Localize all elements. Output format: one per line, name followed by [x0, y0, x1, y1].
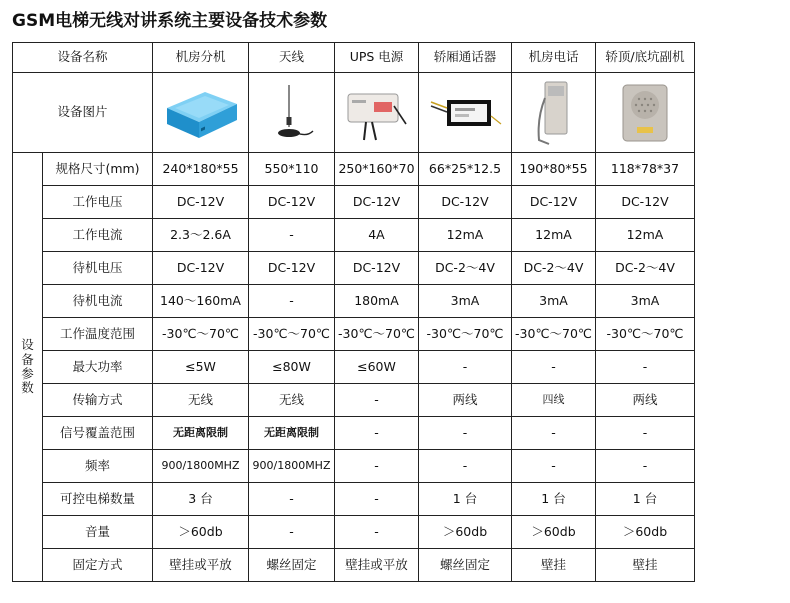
group-label-char: 参 — [21, 366, 34, 381]
cell: - — [335, 384, 419, 417]
cell: - — [335, 450, 419, 483]
table-row — [13, 318, 695, 351]
cell: 3mA — [419, 285, 512, 318]
cell: - — [512, 417, 596, 450]
table-row — [13, 483, 695, 516]
cell: 螺丝固定 — [419, 549, 512, 582]
cell: - — [512, 450, 596, 483]
group-label-char: 数 — [21, 380, 34, 396]
cell: DC-2～4V — [512, 252, 596, 285]
wall-phone-icon — [529, 78, 579, 148]
row-label: 工作温度范围 — [43, 318, 153, 351]
cell: - — [249, 219, 335, 252]
row-label: 音量 — [43, 516, 153, 549]
cell: -30℃～70℃ — [249, 318, 335, 351]
cell: - — [249, 285, 335, 318]
cell: ≤60W — [335, 351, 419, 384]
cell: DC-2～4V — [419, 252, 512, 285]
cell: 1 台 — [419, 483, 512, 516]
cell: DC-12V — [335, 186, 419, 219]
table-row — [13, 417, 695, 450]
cell: -30℃～70℃ — [153, 318, 249, 351]
cell: 550*110 — [249, 153, 335, 186]
cell: DC-12V — [335, 252, 419, 285]
image-row-label: 设备图片 — [13, 73, 153, 153]
cell: 140～160mA — [153, 285, 249, 318]
table-row — [13, 186, 695, 219]
cell: 4A — [335, 219, 419, 252]
row-label: 固定方式 — [43, 549, 153, 582]
cell: - — [335, 516, 419, 549]
cell: 3mA — [512, 285, 596, 318]
table-row — [13, 285, 695, 318]
cell: 螺丝固定 — [249, 549, 335, 582]
cell: -30℃～70℃ — [419, 318, 512, 351]
table-row — [13, 252, 695, 285]
cell: DC-2～4V — [596, 252, 695, 285]
table-row — [13, 450, 695, 483]
cell: 12mA — [419, 219, 512, 252]
cell: DC-12V — [153, 252, 249, 285]
cell: - — [335, 417, 419, 450]
blue-box-unit-icon — [161, 82, 241, 144]
device-name: 机房分机 — [153, 43, 249, 73]
device-image — [249, 73, 335, 153]
row-label: 最大功率 — [43, 351, 153, 384]
cell: - — [596, 450, 695, 483]
table-row — [13, 219, 695, 252]
cell: DC-12V — [153, 186, 249, 219]
cell: - — [596, 351, 695, 384]
cell: DC-12V — [249, 252, 335, 285]
row-label: 待机电压 — [43, 252, 153, 285]
cell: 3mA — [596, 285, 695, 318]
cell: -30℃～70℃ — [512, 318, 596, 351]
device-name: UPS 电源 — [335, 43, 419, 73]
cell: 900/1800MHZ — [153, 450, 249, 483]
cell: ＞60db — [153, 516, 249, 549]
cell: DC-12V — [512, 186, 596, 219]
cell: - — [419, 351, 512, 384]
cell: 2.3～2.6A — [153, 219, 249, 252]
device-image — [512, 73, 596, 153]
image-row — [13, 73, 695, 153]
car-intercom-icon — [425, 82, 505, 144]
table-row — [13, 351, 695, 384]
cell: 3 台 — [153, 483, 249, 516]
cell: ＞60db — [419, 516, 512, 549]
cell: DC-12V — [249, 186, 335, 219]
cell: 12mA — [512, 219, 596, 252]
cell: 180mA — [335, 285, 419, 318]
cell: 118*78*37 — [596, 153, 695, 186]
cell: - — [249, 483, 335, 516]
cell: - — [512, 351, 596, 384]
device-image — [419, 73, 512, 153]
cell: ＞60db — [596, 516, 695, 549]
cell: 900/1800MHZ — [249, 450, 335, 483]
cell: - — [419, 417, 512, 450]
group-label — [13, 153, 43, 582]
device-name: 轿厢通话器 — [419, 43, 512, 73]
row-label: 传输方式 — [43, 384, 153, 417]
cell: 壁挂 — [512, 549, 596, 582]
cell: -30℃～70℃ — [335, 318, 419, 351]
cell: 240*180*55 — [153, 153, 249, 186]
page-title: GSM电梯无线对讲系统主要设备技术参数 — [12, 11, 328, 31]
antenna-icon — [267, 81, 317, 145]
cell: 壁挂或平放 — [153, 549, 249, 582]
cell: 1 台 — [512, 483, 596, 516]
cell: 66*25*12.5 — [419, 153, 512, 186]
cell: 两线 — [596, 384, 695, 417]
cell: DC-12V — [596, 186, 695, 219]
row-label: 频率 — [43, 450, 153, 483]
cell: - — [419, 450, 512, 483]
row-label: 可控电梯数量 — [43, 483, 153, 516]
device-name: 机房电话 — [512, 43, 596, 73]
group-label-char: 设 — [21, 337, 34, 353]
cell: 12mA — [596, 219, 695, 252]
cell: 两线 — [419, 384, 512, 417]
cell: DC-12V — [419, 186, 512, 219]
cell: ≤5W — [153, 351, 249, 384]
cell: 四线 — [512, 384, 596, 417]
spec-table — [12, 42, 695, 582]
cell: -30℃～70℃ — [596, 318, 695, 351]
row-label: 工作电压 — [43, 186, 153, 219]
device-image — [153, 73, 249, 153]
cell: ＞60db — [512, 516, 596, 549]
cell: - — [596, 417, 695, 450]
cell: 1 台 — [596, 483, 695, 516]
device-name: 轿顶/底坑副机 — [596, 43, 695, 73]
row-label: 待机电流 — [43, 285, 153, 318]
cell: 无距离限制 — [249, 417, 335, 450]
cell: 无线 — [153, 384, 249, 417]
table-row — [13, 153, 695, 186]
cell: - — [335, 483, 419, 516]
table-row — [13, 516, 695, 549]
cell: 壁挂 — [596, 549, 695, 582]
device-name: 天线 — [249, 43, 335, 73]
row-label: 信号覆盖范围 — [43, 417, 153, 450]
cell: 无距离限制 — [153, 417, 249, 450]
table-row — [13, 549, 695, 582]
cell: 壁挂或平放 — [335, 549, 419, 582]
cell: ≤80W — [249, 351, 335, 384]
cell: 190*80*55 — [512, 153, 596, 186]
row-label: 规格尺寸(mm) — [43, 153, 153, 186]
table-row — [13, 384, 695, 417]
row-label: 工作电流 — [43, 219, 153, 252]
cell: 无线 — [249, 384, 335, 417]
cell: 250*160*70 — [335, 153, 419, 186]
device-image — [596, 73, 695, 153]
group-label-char: 备 — [21, 351, 34, 367]
ups-power-icon — [342, 82, 412, 144]
header-row — [13, 43, 695, 73]
header-label: 设备名称 — [13, 43, 153, 73]
cell: - — [249, 516, 335, 549]
speaker-box-icon — [615, 81, 675, 145]
device-image — [335, 73, 419, 153]
